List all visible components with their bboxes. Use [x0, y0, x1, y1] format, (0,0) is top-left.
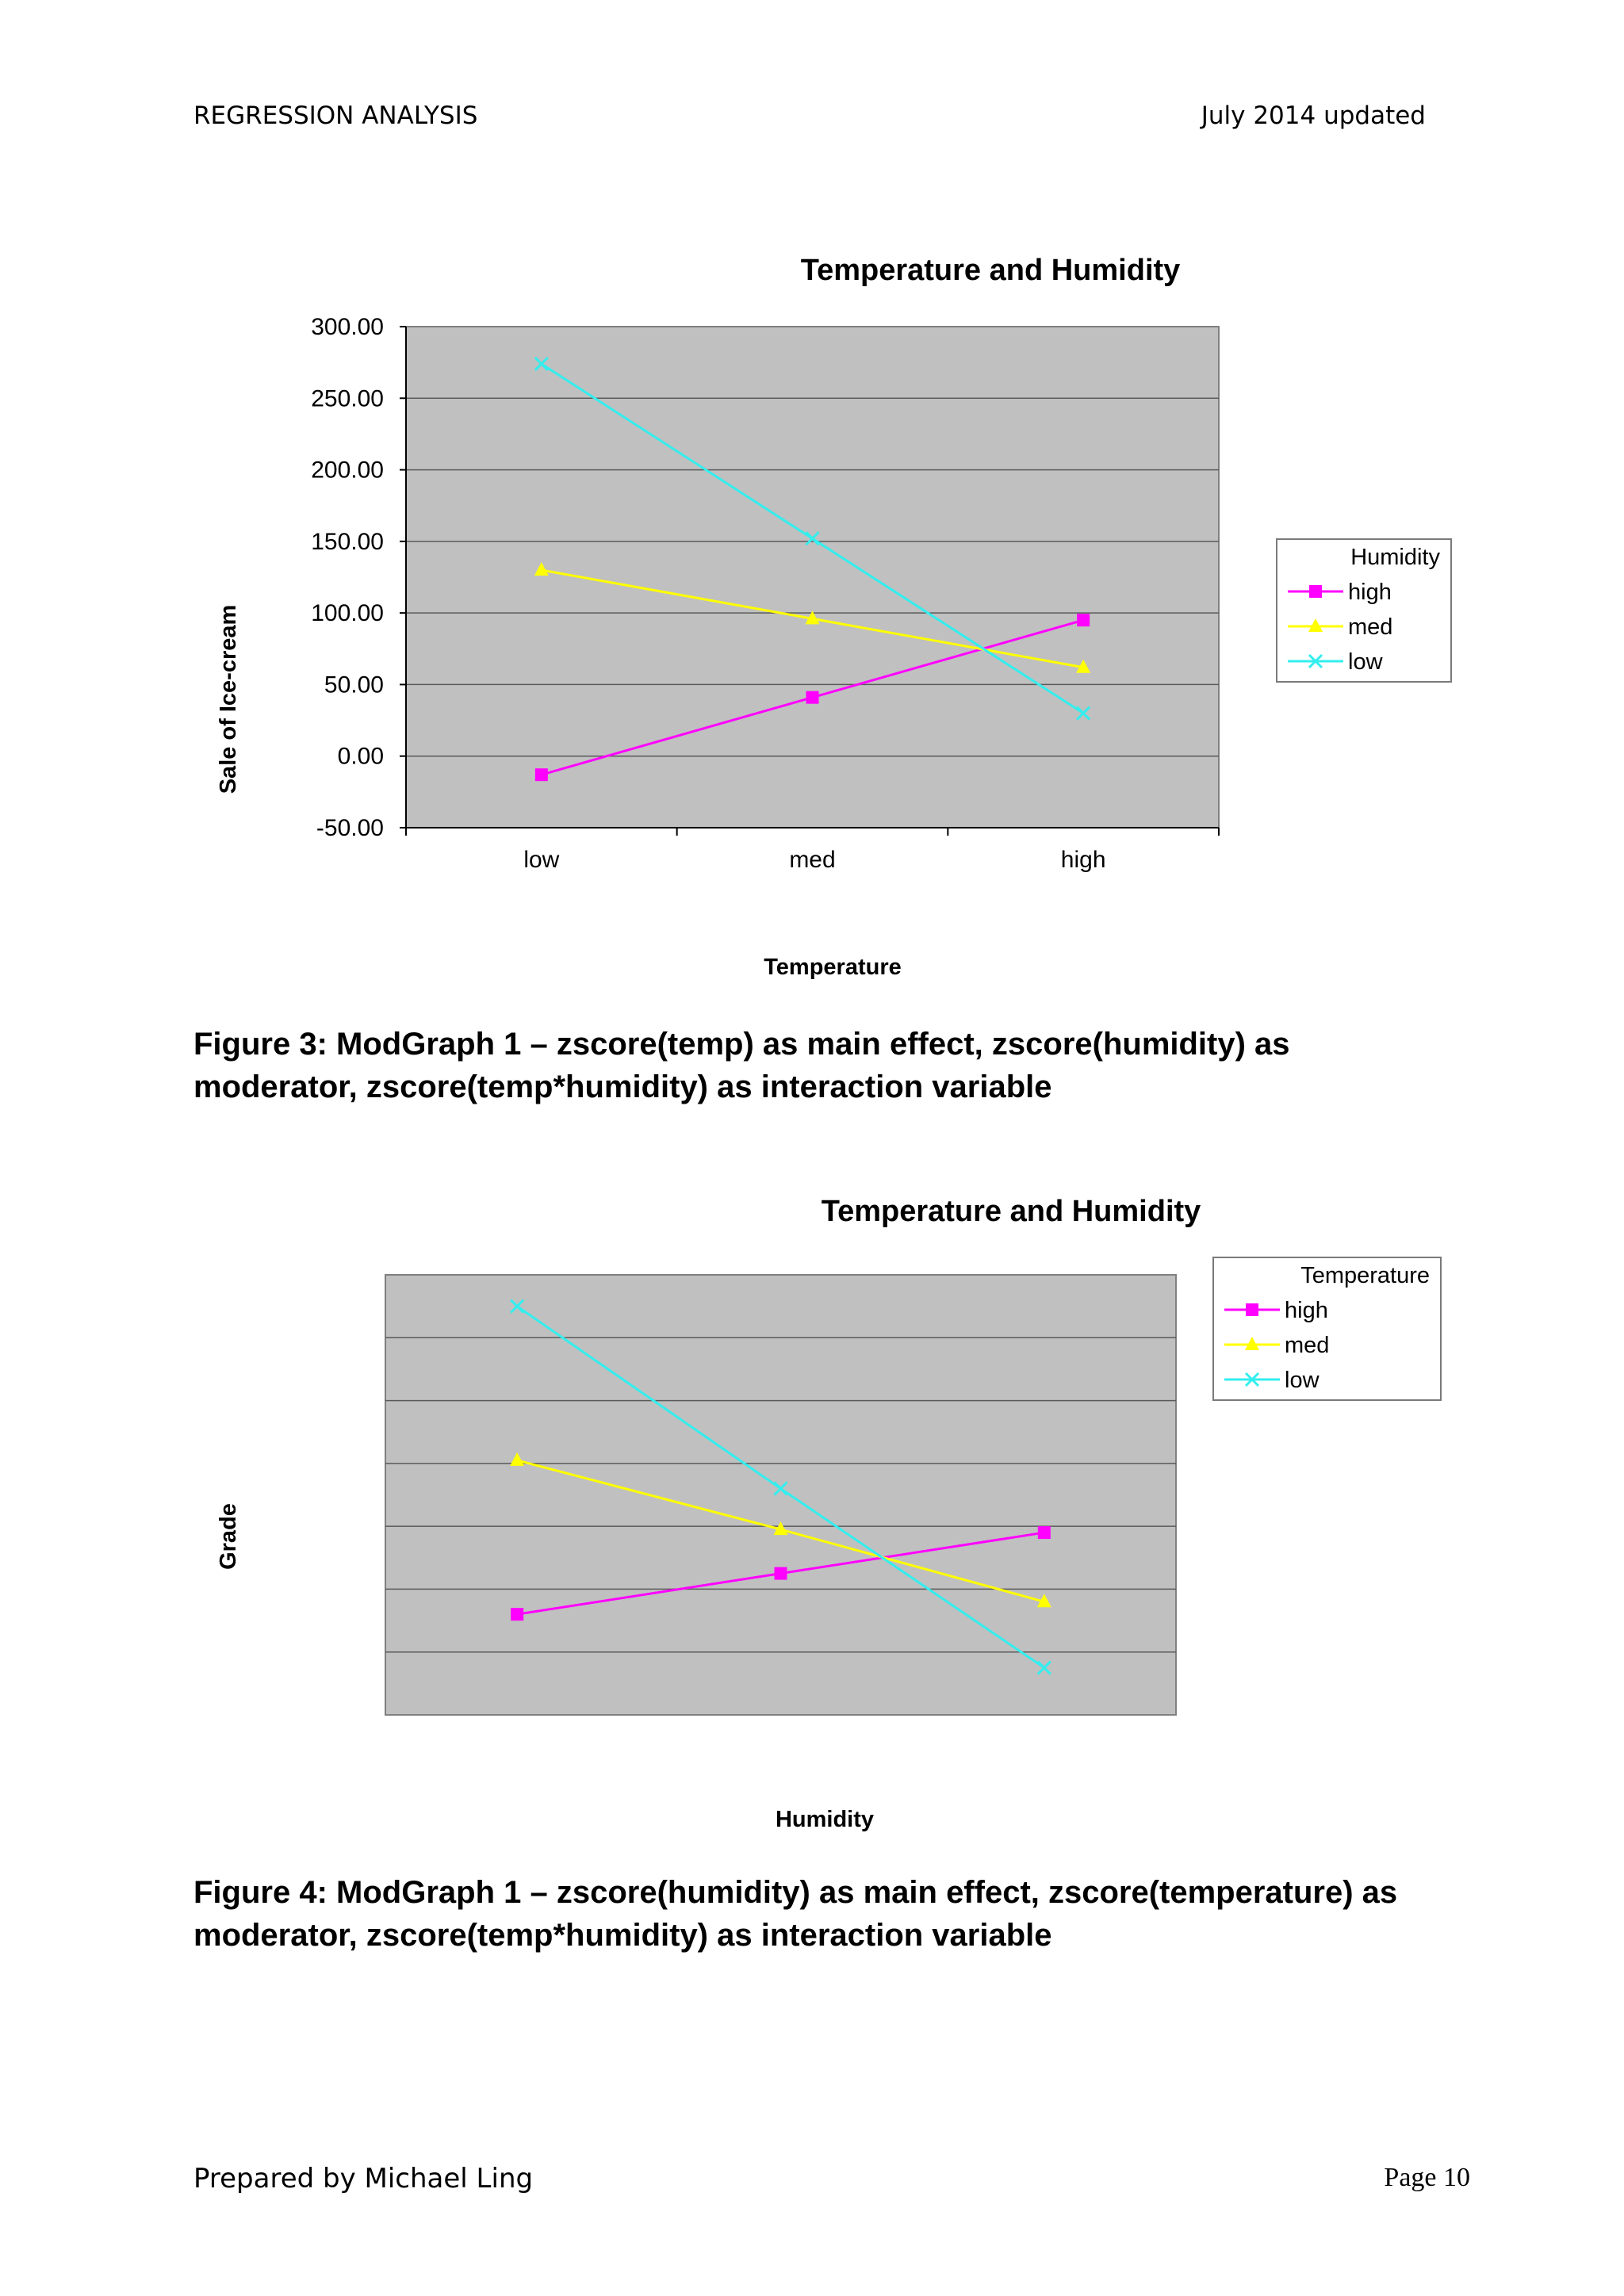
- figure-4-caption: [193, 1871, 1502, 1957]
- plot-area: [385, 1275, 1176, 1715]
- legend-entry-low: low: [1348, 649, 1383, 675]
- legend-title: Humidity: [1350, 545, 1440, 570]
- y-tick-label: 200.00: [311, 457, 384, 484]
- chart-figure-3: [0, 238, 1624, 999]
- y-tick-label: 100.00: [311, 600, 384, 627]
- y-axis-label: Grade: [216, 1503, 241, 1570]
- data-point: [1038, 1526, 1051, 1539]
- data-point: [1077, 614, 1090, 626]
- data-point: [535, 768, 548, 781]
- footer-author: Prepared by Michael Ling: [193, 2163, 534, 2195]
- chart-title: Temperature and Humidity: [800, 254, 1181, 287]
- x-tick-label: med: [789, 847, 836, 873]
- legend-entry-med: med: [1348, 614, 1393, 640]
- x-axis-label: Humidity: [775, 1807, 875, 1832]
- legend-title: Temperature: [1300, 1263, 1430, 1288]
- x-tick-label: high: [1060, 847, 1106, 873]
- legend-entry-high: high: [1348, 580, 1392, 605]
- chart-figure-4: [0, 1181, 1624, 1855]
- legend: [1213, 1257, 1441, 1400]
- header-date: July 2014 updated: [1201, 101, 1426, 130]
- figure-3-caption: [193, 1023, 1502, 1108]
- plot-area: [406, 327, 1219, 828]
- y-tick-label: -50.00: [316, 815, 384, 841]
- chart-title: Temperature and Humidity: [821, 1195, 1201, 1228]
- y-tick-label: 250.00: [311, 385, 384, 412]
- legend: [1277, 539, 1451, 682]
- header-title: REGRESSION ANALYSIS: [193, 101, 478, 130]
- legend-entry-low: low: [1285, 1368, 1320, 1393]
- data-point: [1246, 1303, 1258, 1316]
- y-tick-label: 0.00: [337, 743, 384, 770]
- x-axis-label: Temperature: [764, 955, 902, 980]
- caption-line: moderator, zscore(temp*humidity) as interaction variable: [193, 1070, 1052, 1104]
- data-point: [1309, 585, 1322, 598]
- data-point: [775, 1567, 787, 1580]
- caption-line: Figure 4: ModGraph 1 – zscore(humidity) as main effect, zscore(temperature) as: [193, 1875, 1398, 1910]
- y-tick-label: 50.00: [324, 672, 384, 698]
- page-number: Page 10: [1384, 2163, 1470, 2192]
- data-point: [806, 691, 819, 704]
- caption-line: moderator, zscore(temp*humidity) as interaction variable: [193, 1918, 1052, 1953]
- y-tick-label: 300.00: [311, 314, 384, 340]
- x-tick-label: low: [523, 847, 560, 873]
- legend-entry-high: high: [1285, 1298, 1328, 1323]
- y-axis-label: Sale of Ice-cream: [216, 604, 241, 794]
- caption-line: Figure 3: ModGraph 1 – zscore(temp) as main effect, zscore(humidity) as: [193, 1027, 1290, 1062]
- y-tick-label: 150.00: [311, 528, 384, 555]
- legend-entry-med: med: [1285, 1333, 1330, 1358]
- data-point: [511, 1608, 523, 1621]
